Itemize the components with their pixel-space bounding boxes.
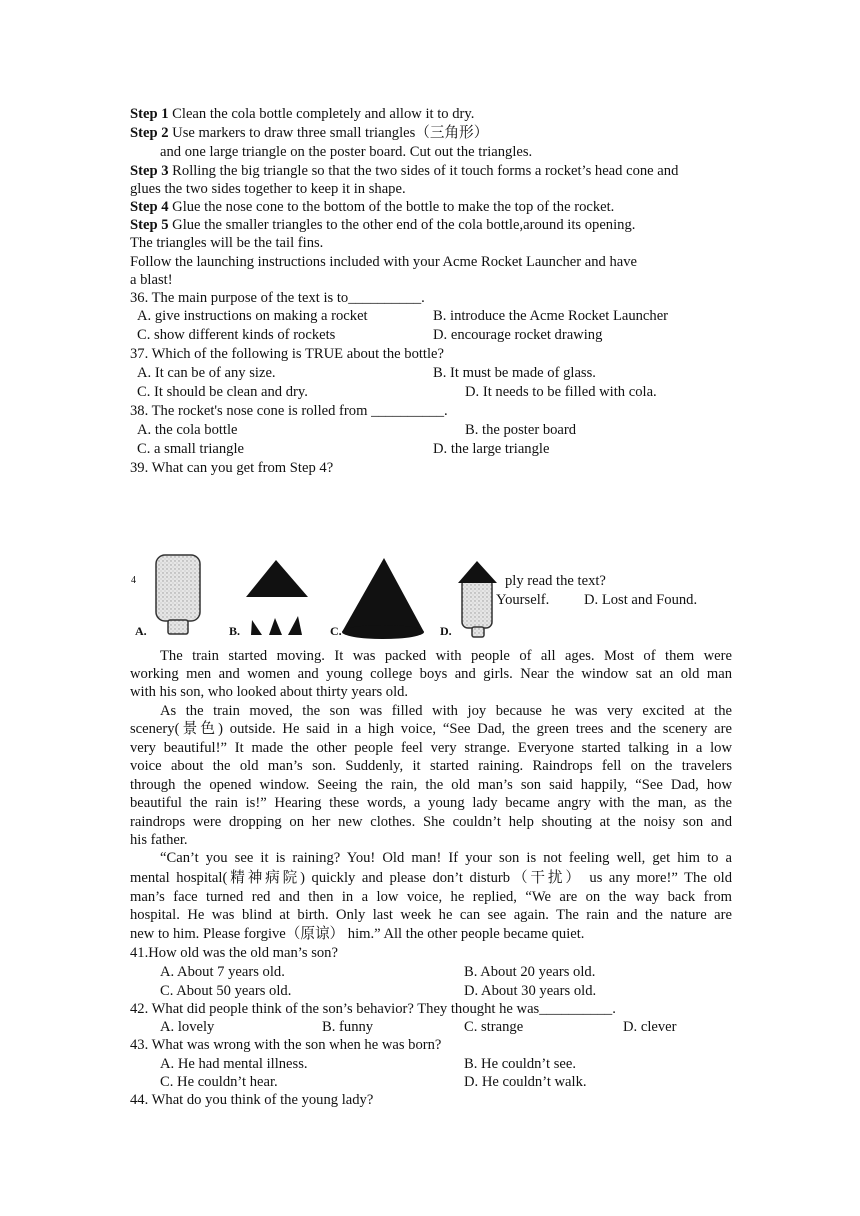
q38-option-d: D. the large triangle [433, 441, 550, 457]
follow-line-2: a blast! [130, 272, 173, 288]
q36-option-d: D. encourage rocket drawing [433, 327, 603, 343]
q38-option-c: C. a small triangle [137, 441, 244, 457]
rocket-figure-d [458, 561, 497, 637]
step-3-cont: glues the two sides together to keep it in shape. [130, 181, 406, 197]
passage-p2-line-1: As the train moved, the son was filled with joy because he was very excited at the [160, 703, 732, 719]
step-4-label: Step 4 [130, 199, 169, 215]
step-2 [130, 124, 732, 142]
q39-stem: 39. What can you get from Step 4? [130, 460, 334, 476]
q38-stem: 38. The rocket's nose cone is rolled from __________. [130, 403, 448, 419]
step-5-cont: The triangles will be the tail fins. [130, 235, 324, 251]
q36-stem: 36. The main purpose of the text is to__________. [130, 290, 425, 306]
q42-option-b: B. funny [322, 1019, 374, 1035]
q40-option-d: D. Lost and Found. [584, 592, 698, 608]
q42-option-d: D. clever [623, 1019, 677, 1035]
q38-option-a: A. the cola bottle [137, 422, 238, 438]
step-2-text: Use markers to draw three small triangles（三角形） [168, 125, 489, 141]
q43-option-c: C. He couldn’t hear. [160, 1074, 278, 1090]
q36-option-c: C. show different kinds of rockets [137, 327, 336, 343]
passage-p3-line-5: new to him. Please forgive（原谅） him.” All the other people became quiet. [130, 926, 585, 942]
q41-option-d: D. About 30 years old. [464, 983, 597, 999]
cone-figure-c [342, 558, 424, 639]
passage-p2-line-7: raindrops were dropping on her new clothes. She couldn’t help shouting at the noisy son and [130, 814, 732, 830]
step-2-cont: and one large triangle on the poster board. Cut out the triangles. [160, 144, 533, 160]
passage-p2-line-3: very beautiful!” It made the other people feel very strange. Everyone started talking in a low [130, 740, 732, 756]
q43-option-d: D. He couldn’t walk. [464, 1074, 587, 1090]
step-1 [130, 105, 732, 123]
step-1-label: Step 1 [130, 106, 169, 122]
follow-line-1: Follow the launching instructions included with your Acme Rocket Launcher and have [130, 254, 638, 270]
step-2-label: Step 2 [130, 125, 169, 141]
step-3 [130, 162, 732, 180]
q40-stem-fragment: ply read the text? [505, 573, 606, 589]
step-3-text: Rolling the big triangle so that the two sides of it touch forms a rocket’s head cone and [168, 163, 679, 179]
q41-option-c: C. About 50 years old. [160, 983, 292, 999]
figure-label-a: A. [135, 624, 147, 638]
q41-option-b: B. About 20 years old. [464, 964, 596, 980]
figure-label-d: D. [440, 624, 452, 638]
step-1-text: Clean the cola bottle completely and allow it to dry. [168, 106, 475, 122]
q37-option-b: B. It must be made of glass. [433, 365, 596, 381]
q42-stem: 42. What did people think of the son’s behavior? They thought he was__________. [130, 1001, 616, 1017]
step-4-text: Glue the nose cone to the bottom of the bottle to make the top of the rocket. [168, 199, 615, 215]
q39-figure-svg [130, 552, 510, 642]
passage-p1-line-3: with his son, who looked about thirty years old. [130, 684, 409, 700]
q36-option-b: B. introduce the Acme Rocket Launcher [433, 308, 669, 324]
bottle-figure-a [156, 555, 200, 634]
q44-stem: 44. What do you think of the young lady? [130, 1092, 374, 1108]
q40-fragment-left: 4 [131, 575, 136, 586]
step-4 [130, 198, 732, 216]
q37-option-a: A. It can be of any size. [137, 365, 276, 381]
q43-stem: 43. What was wrong with the son when he was born? [130, 1037, 442, 1053]
q41-option-a: A. About 7 years old. [160, 964, 285, 980]
figure-label-c: C. [330, 624, 342, 638]
step-5 [130, 216, 732, 234]
q42-option-c: C. strange [464, 1019, 524, 1035]
passage-p3-line-4: hospital. He was blind at birth. Only last week he can see again. The rain and the nature are [130, 907, 732, 923]
q42-option-a: A. lovely [160, 1019, 215, 1035]
q39-figure [130, 552, 510, 642]
q43-option-b: B. He couldn’t see. [464, 1056, 576, 1072]
passage-p2-line-5: through the opened window. Seeing the rain, the old man’s son said happily, “See Dad, how [130, 777, 732, 793]
q37-option-d: D. It needs to be filled with cola. [465, 384, 657, 400]
step-5-text: Glue the smaller triangles to the other end of the cola bottle,around its opening. [168, 217, 636, 233]
passage-p2-line-2: scenery(景色) outside. He said in a high voice, “See Dad, the green trees and the scenery are [130, 721, 732, 737]
q38-option-b: B. the poster board [465, 422, 577, 438]
passage-p3-line-1: “Can’t you see it is raining? You! Old man! If your son is not feeling well, get him to a [160, 850, 732, 866]
figure-label-b: B. [229, 624, 241, 638]
passage-p1-line-1: The train started moving. It was packed with people of all ages. Most of them were [160, 648, 732, 664]
q37-option-c: C. It should be clean and dry. [137, 384, 308, 400]
q37-stem: 37. Which of the following is TRUE about the bottle? [130, 346, 444, 362]
q40-option-c-fragment: Yourself. [496, 592, 550, 608]
passage-p3-line-3: man’s face turned red and then in a low voice, he replied, “We are on the way back from [130, 889, 732, 905]
passage-p3-line-2: mental hospital(精神病院) quickly and please don’t disturb（干扰） us any more!” The old [130, 870, 732, 886]
triangles-figure-b [246, 560, 308, 635]
q41-stem: 41.How old was the old man’s son? [130, 945, 338, 961]
passage-p2-line-4: voice about the old man’s son. Suddenly, it started raining. Raindrops fell on the travelers [130, 758, 732, 774]
passage-p2-line-8: his father. [130, 832, 188, 848]
passage-p1-line-2: working men and women and young college boys and girls. Near the window sat an old man [130, 666, 732, 682]
q43-option-a: A. He had mental illness. [160, 1056, 308, 1072]
passage-p2-line-6: beautiful the rain is!” Hearing these words, a young lady became angry with the man, as the [130, 795, 732, 811]
q36-option-a: A. give instructions on making a rocket [137, 308, 368, 324]
step-5-label: Step 5 [130, 217, 169, 233]
step-3-label: Step 3 [130, 163, 169, 179]
